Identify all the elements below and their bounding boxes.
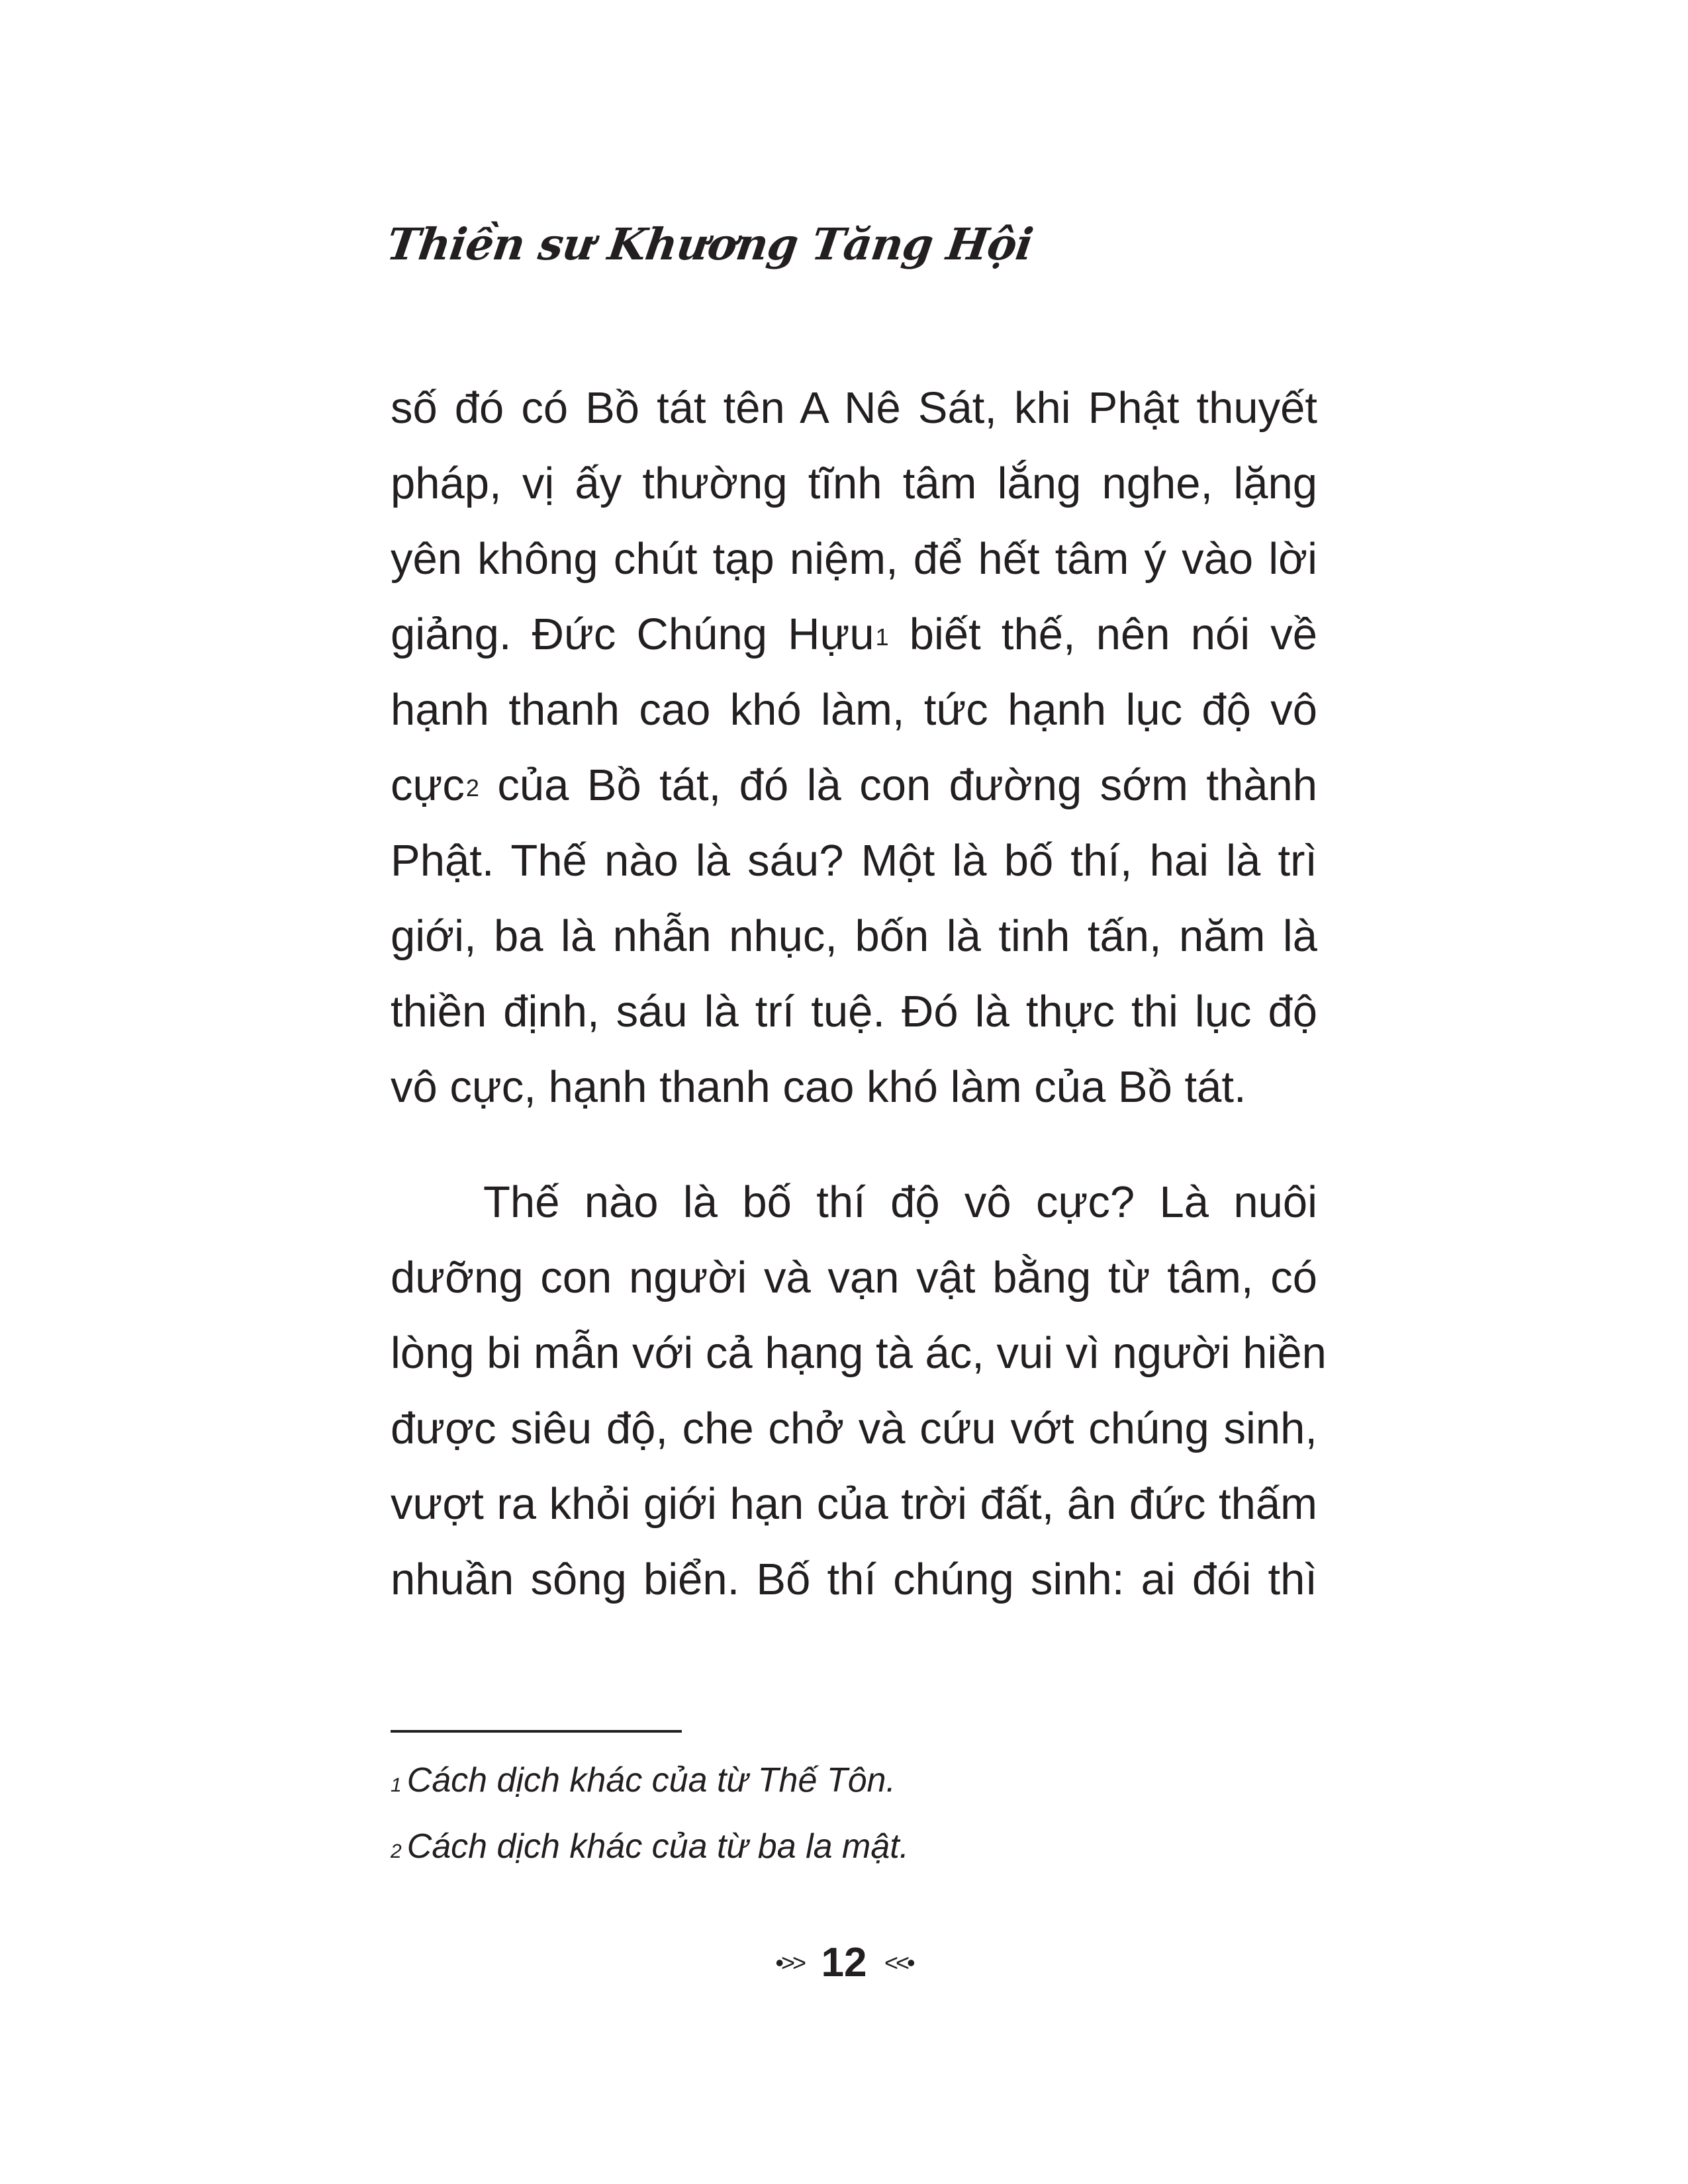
text-line: vô cực, hạnh thanh cao khó làm của Bồ tát. bbox=[391, 1062, 1246, 1112]
footnote-2 bbox=[391, 1813, 1317, 1880]
footnote-ref-1[interactable]: 1 bbox=[875, 623, 889, 651]
text-line: Thế nào là bố thí độ vô cực? Là nuôi bbox=[483, 1177, 1317, 1227]
footnote-text: Cách dịch khác của từ ba la mật. bbox=[406, 1827, 910, 1866]
footnote-divider bbox=[391, 1730, 682, 1733]
text-line: pháp, vị ấy thường tĩnh tâm lắng nghe, lặng bbox=[391, 459, 1317, 508]
text-segment: cực bbox=[391, 760, 465, 810]
text-line: Phật. Thế nào là sáu? Một là bố thí, hai là trì bbox=[391, 836, 1317, 886]
page-number: 12 bbox=[821, 1940, 867, 1985]
footnote-marker: 2 bbox=[391, 1841, 402, 1862]
text-line: dưỡng con người và vạn vật bằng từ tâm, có bbox=[391, 1253, 1317, 1302]
text-line: số đó có Bồ tát tên A Nê Sát, khi Phật thuyết bbox=[391, 383, 1317, 433]
text-line: yên không chút tạp niệm, để hết tâm ý vào lời bbox=[391, 534, 1317, 584]
text-line: vượt ra khỏi giới hạn của trời đất, ân đức thấm bbox=[391, 1479, 1317, 1529]
text-line bbox=[391, 748, 1317, 823]
footnote-text: Cách dịch khác của từ Thế Tôn. bbox=[406, 1761, 896, 1799]
footnotes bbox=[391, 1747, 1317, 1880]
text-segment: giảng. Đức Chúng Hựu bbox=[391, 610, 874, 659]
text-segment: biết thế, nên nói về bbox=[888, 610, 1317, 659]
text-line: thiền định, sáu là trí tuệ. Đó là thực thi lục độ bbox=[391, 987, 1317, 1036]
text-line: hạnh thanh cao khó làm, tức hạnh lục độ vô bbox=[391, 685, 1317, 735]
paragraph-1 bbox=[391, 371, 1317, 1125]
text-line: lòng bi mẫn với cả hạng tà ác, vui vì người hiền bbox=[391, 1328, 1327, 1378]
page-footer bbox=[0, 1939, 1688, 1986]
text-line: nhuần sông biển. Bố thí chúng sinh: ai đói thì bbox=[391, 1555, 1317, 1604]
text-line: giới, ba là nhẫn nhục, bốn là tinh tấn, năm là bbox=[391, 911, 1317, 961]
left-ornament-icon: •>> bbox=[775, 1948, 804, 1976]
text-segment: của Bồ tát, đó là con đường sớm thành bbox=[479, 760, 1317, 810]
right-ornament-icon: <<• bbox=[884, 1948, 913, 1976]
footnote-ref-2[interactable]: 2 bbox=[465, 774, 479, 801]
footnote-1 bbox=[391, 1747, 1317, 1813]
text-line: được siêu độ, che chở và cứu vớt chúng sinh, bbox=[391, 1404, 1317, 1453]
text-line bbox=[391, 597, 1317, 672]
footnote-marker: 1 bbox=[391, 1774, 402, 1796]
paragraph-2 bbox=[391, 1165, 1327, 1617]
running-header: Thiền sư Khương Tăng Hội bbox=[383, 218, 1036, 270]
